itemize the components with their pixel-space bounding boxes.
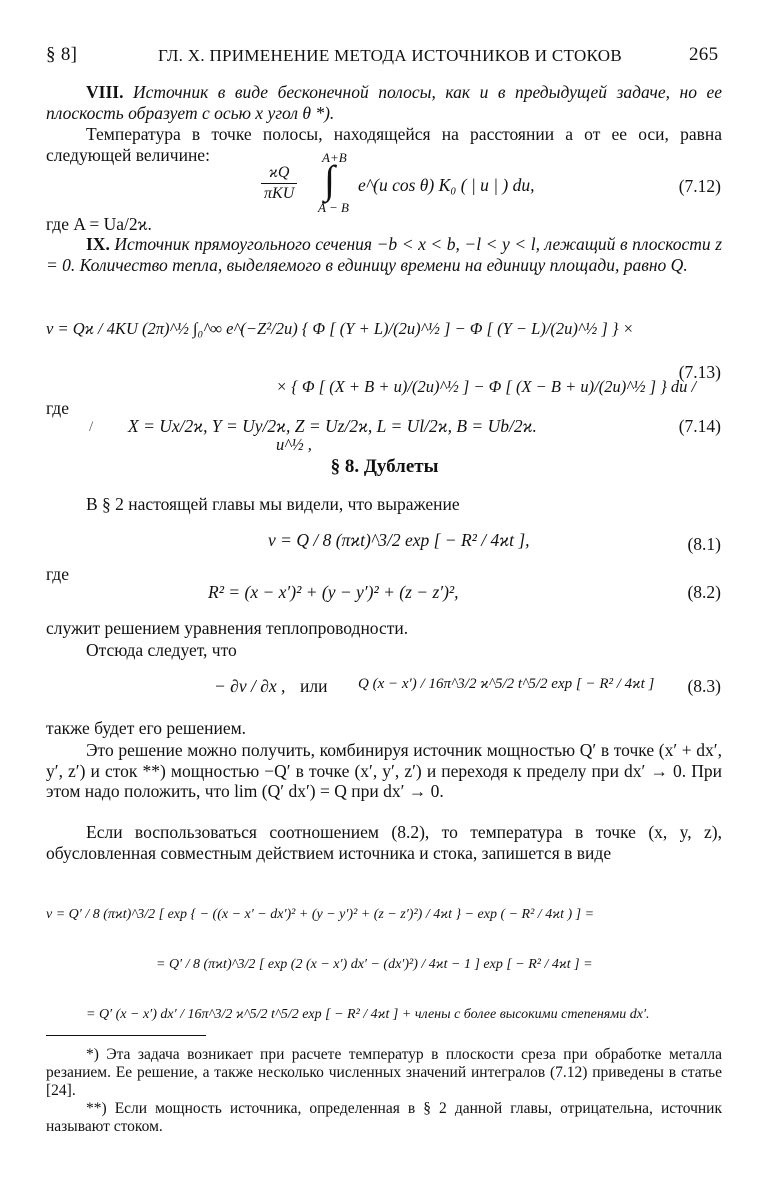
item-text: Источник в виде бесконечной полосы, как и в предыдущей задаче, но ее плоскость образует с осью x угол θ *). xyxy=(46,82,722,123)
integral-upper-limit: A+B xyxy=(322,150,347,165)
equation-8-3-right: Q (x − x′) / 16π^3/2 ϰ^5/2 t^5/2 exp [ − R² / 4ϰt ] xyxy=(358,676,655,692)
equation-8-1: v = Q / 8 (πϰt)^3/2 exp [ − R² / 4ϰt ], xyxy=(268,530,530,550)
paragraph-viii xyxy=(46,82,722,123)
header-section-ref: § 8] xyxy=(46,44,78,65)
integrand: e^(u cos θ) K₀ ( | u | ) du, xyxy=(358,175,535,195)
equation-line: v = Q′ / 8 (πϰt)^3/2 [ exp { − ((x − x′ − dx′)² + (y − y′)² + (z − z′)²) / 4ϰt } − exp ( − R² / 4ϰt ) ] = xyxy=(46,907,595,922)
equation-8-2: R² = (x − x′)² + (y − y′)² + (z − z′)², xyxy=(208,582,459,602)
equation-line: = Q′ / 8 (πϰt)^3/2 [ exp (2 (x − x′) dx′ − (dx′)²) / 4ϰt − 1 ] exp [ − R² / 4ϰt ] = xyxy=(156,957,593,972)
header-chapter-title: ГЛ. X. ПРИМЕНЕНИЕ МЕТОДА ИСТОЧНИКОВ И СТОКОВ xyxy=(158,46,622,65)
equation-derivation xyxy=(46,890,736,1040)
item-number: VIII. xyxy=(86,82,124,102)
equation-number: (7.12) xyxy=(678,176,721,196)
equation-line: = Q′ (x − x′) dx′ / 16π^3/2 ϰ^5/2 t^5/2 exp [ − R² / 4ϰt ] + члены с более высокими степенями dx′. xyxy=(86,1007,650,1022)
equation-number: (7.13) xyxy=(678,362,721,382)
fraction xyxy=(261,164,297,203)
paragraph-ix xyxy=(46,234,722,275)
equation-number: (8.2) xyxy=(687,582,721,602)
integral-lower-limit: A − B xyxy=(318,200,349,215)
footnote-rule xyxy=(46,1035,206,1036)
numerator: ϰQ xyxy=(261,164,297,184)
paragraph: где A = Ua/2ϰ. xyxy=(46,214,152,234)
equation-7-14: X = Ux/2ϰ, Y = Uy/2ϰ, Z = Uz/2ϰ, L = Ul/2ϰ, B = Ub/2ϰ. xyxy=(128,416,537,436)
section-title: § 8. Дублеты xyxy=(330,456,439,477)
paragraph: Если воспользоваться соотношением (8.2), то температура в точке (x, y, z), обусловленная совместным действием источника и стока, запишется в виде xyxy=(46,822,722,863)
paragraph: также будет его решением. xyxy=(46,718,247,738)
denominator: πKU xyxy=(264,185,295,202)
paragraph: Температура в точке полосы, находящейся на расстоянии a от ее оси, равна следующей величине: xyxy=(46,124,722,165)
equation-number: (8.1) xyxy=(687,534,721,554)
margin-mark: / xyxy=(89,419,94,435)
paragraph: Отсюда следует, что xyxy=(86,640,237,660)
paragraph: где xyxy=(46,398,69,418)
equation-8-3-left: − ∂v / ∂x , xyxy=(214,676,286,696)
paragraph: В § 2 настоящей главы мы видели, что выражение xyxy=(86,494,460,514)
paragraph: служит решением уравнения теплопроводности. xyxy=(46,618,409,638)
footnote-2: **) Если мощность источника, определенная в § 2 данной главы, отрицательна, источник называют стоком. xyxy=(46,1100,722,1135)
page-number: 265 xyxy=(689,44,719,65)
conjunction-or: или xyxy=(300,676,328,696)
equation-line: v = Qϰ / 4KU (2π)^½ ∫₀^∞ e^(−Z²/2u) { Φ [ (Y + L)/(2u)^½ ] − Φ [ (Y − L)/(2u)^½ ] } × xyxy=(46,319,634,338)
item-number: IX. xyxy=(86,234,110,254)
paragraph: Это решение можно получить, комбинируя источник мощностью Q′ в точке (x′ + dx′, y′, z′) и сток **) мощностью −Q′ в точке (x′, y′, z′) и переходя к пределу при dx′ → 0. При этом надо положить, что lim (Q′ dx′) = Q при dx′ → 0. xyxy=(46,740,722,801)
footnote-1: *) Эта задача возникает при расчете температур в плоскости среза при обработке металла резанием. Ее решение, а также несколько численных значений интегралов (7.12) приведены в статье [24]. xyxy=(46,1046,722,1099)
equation-line: × { Φ [ (X + B + u)/(2u)^½ ] − Φ [ (X − B + u)/(2u)^½ ] } du / u^½ , xyxy=(276,377,697,454)
item-text: Источник прямоугольного сечения −b < x < b, −l < y < l, лежащий в плоскости z = 0. Количество тепла, выделяемого в единицу времени на единицу площади, равно Q. xyxy=(46,234,723,275)
equation-7-13 xyxy=(46,300,726,474)
paragraph: где xyxy=(46,564,69,584)
equation-7-12: A+B ϰQ πKU ∫ e^(u cos θ) K₀ ( | u | ) du, A − B xyxy=(258,150,518,212)
equation-number: (7.14) xyxy=(678,416,721,436)
equation-number: (8.3) xyxy=(687,676,721,696)
